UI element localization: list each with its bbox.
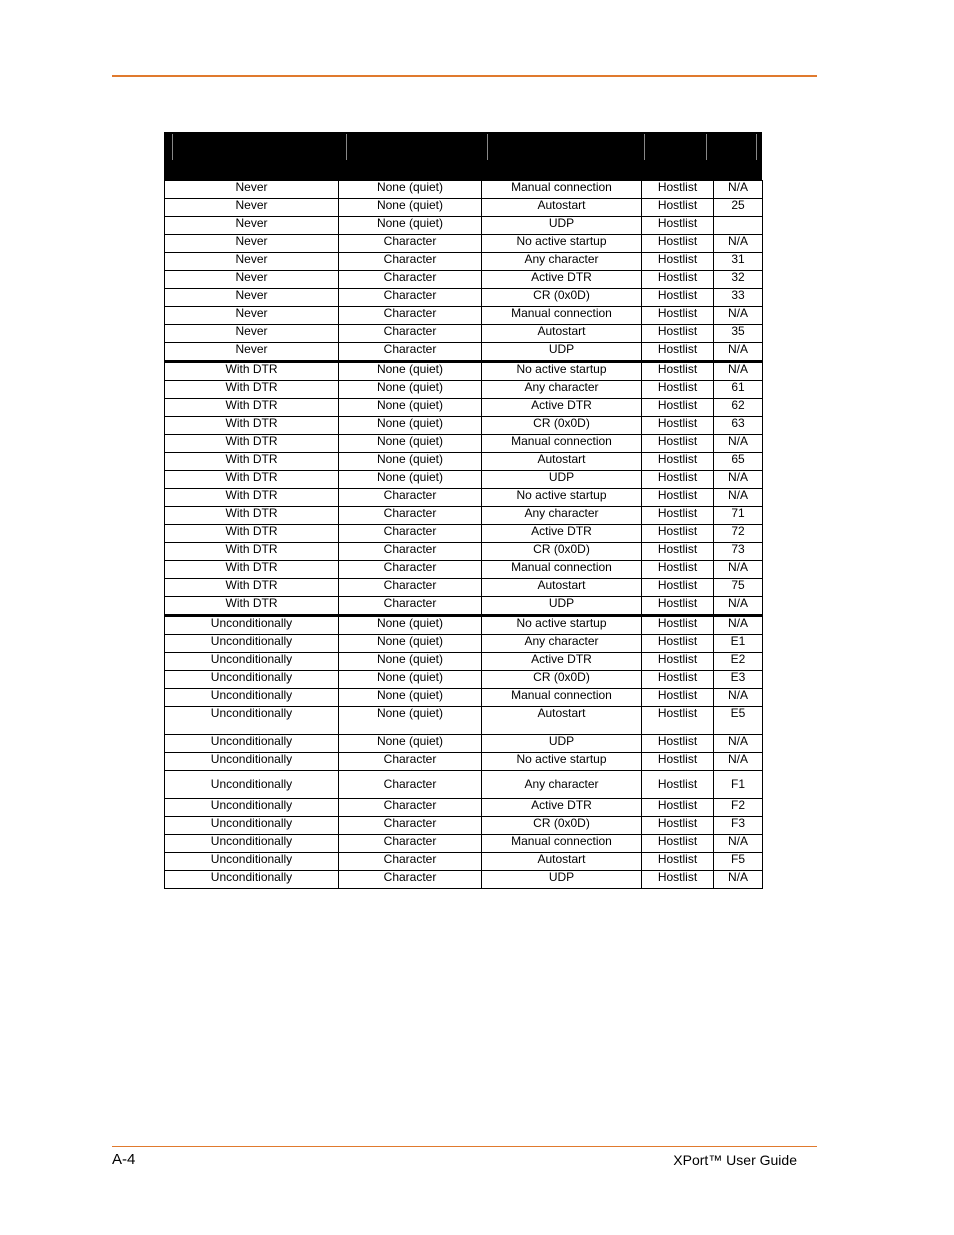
table-cell: Hostlist <box>642 707 714 735</box>
table-cell: Never <box>165 343 339 362</box>
table-row <box>165 616 763 635</box>
table-row <box>165 362 763 381</box>
table-cell: Character <box>339 853 482 871</box>
table-cell: Any character <box>482 771 642 799</box>
table-cell: Unconditionally <box>165 707 339 735</box>
table-cell: Character <box>339 561 482 579</box>
table-cell: Character <box>339 835 482 853</box>
table-row <box>165 525 763 543</box>
table-cell: Character <box>339 871 482 889</box>
table-cell: None (quiet) <box>339 435 482 453</box>
table-cell: F2 <box>714 799 763 817</box>
table-cell: Character <box>339 489 482 507</box>
table-cell: Character <box>339 253 482 271</box>
table-cell: Autostart <box>482 579 642 597</box>
header-divider <box>706 134 707 160</box>
table-cell: Hostlist <box>642 853 714 871</box>
table-cell: Active DTR <box>482 653 642 671</box>
table-cell: With DTR <box>165 543 339 561</box>
table-cell: Unconditionally <box>165 871 339 889</box>
header-divider <box>487 134 488 160</box>
table-cell: Character <box>339 543 482 561</box>
table-cell: Manual connection <box>482 181 642 199</box>
connect-mode-table <box>164 132 762 889</box>
table-cell: Hostlist <box>642 435 714 453</box>
table-cell: Hostlist <box>642 343 714 362</box>
table-cell: Hostlist <box>642 399 714 417</box>
table-row <box>165 199 763 217</box>
header-divider <box>172 134 173 160</box>
table-cell: Hostlist <box>642 817 714 835</box>
header-divider <box>756 134 757 160</box>
table-cell: Hostlist <box>642 835 714 853</box>
table-cell: With DTR <box>165 381 339 399</box>
table-cell: Character <box>339 597 482 616</box>
table-cell: Autostart <box>482 453 642 471</box>
table-cell: Never <box>165 325 339 343</box>
table-cell: Any character <box>482 635 642 653</box>
table-cell: With DTR <box>165 399 339 417</box>
table-cell: Never <box>165 289 339 307</box>
table-cell: No active startup <box>482 489 642 507</box>
table-cell: UDP <box>482 871 642 889</box>
table-cell: Manual connection <box>482 307 642 325</box>
table-cell: Character <box>339 753 482 771</box>
header-divider <box>644 134 645 160</box>
table-cell: Character <box>339 235 482 253</box>
table-cell: Unconditionally <box>165 817 339 835</box>
table-cell: 73 <box>714 543 763 561</box>
table-cell: Hostlist <box>642 289 714 307</box>
table-cell: E2 <box>714 653 763 671</box>
table-cell: Hostlist <box>642 362 714 381</box>
table-cell: Unconditionally <box>165 771 339 799</box>
table-cell: Any character <box>482 507 642 525</box>
table-cell: 75 <box>714 579 763 597</box>
table-row <box>165 871 763 889</box>
table-cell: N/A <box>714 471 763 489</box>
table-cell: Manual connection <box>482 689 642 707</box>
table-cell: Never <box>165 235 339 253</box>
table-cell: None (quiet) <box>339 653 482 671</box>
table-cell: N/A <box>714 835 763 853</box>
table-cell: Active DTR <box>482 799 642 817</box>
table-row <box>165 307 763 325</box>
table-cell: Unconditionally <box>165 689 339 707</box>
table-cell: Any character <box>482 253 642 271</box>
table-cell: Character <box>339 525 482 543</box>
table-cell: Active DTR <box>482 271 642 289</box>
table-row <box>165 799 763 817</box>
table-cell: N/A <box>714 735 763 753</box>
table-row <box>165 853 763 871</box>
table-cell: None (quiet) <box>339 707 482 735</box>
table-cell: F1 <box>714 771 763 799</box>
table-cell: N/A <box>714 435 763 453</box>
table-cell: 31 <box>714 253 763 271</box>
page-number: A-4 <box>112 1151 136 1168</box>
table-cell: Never <box>165 253 339 271</box>
table-cell: Unconditionally <box>165 799 339 817</box>
table-cell: None (quiet) <box>339 399 482 417</box>
table-cell: F5 <box>714 853 763 871</box>
table-cell: Autostart <box>482 199 642 217</box>
table-row <box>165 489 763 507</box>
table-row <box>165 579 763 597</box>
table-row <box>165 181 763 199</box>
table-cell: UDP <box>482 343 642 362</box>
table-cell: Hostlist <box>642 525 714 543</box>
table-cell: None (quiet) <box>339 689 482 707</box>
table-cell: CR (0x0D) <box>482 417 642 435</box>
table-cell: Unconditionally <box>165 635 339 653</box>
table-cell: With DTR <box>165 471 339 489</box>
table-row <box>165 417 763 435</box>
table-cell: E3 <box>714 671 763 689</box>
document-title: XPort™ User Guide <box>673 1152 797 1168</box>
table-cell: 63 <box>714 417 763 435</box>
table-cell: Any character <box>482 381 642 399</box>
table-cell: N/A <box>714 689 763 707</box>
table-cell: N/A <box>714 362 763 381</box>
table-cell: With DTR <box>165 417 339 435</box>
table-row <box>165 597 763 616</box>
table-cell: Unconditionally <box>165 753 339 771</box>
table-row <box>165 771 763 799</box>
table-cell: N/A <box>714 561 763 579</box>
table-cell: Unconditionally <box>165 671 339 689</box>
table-row <box>165 399 763 417</box>
table-cell: Character <box>339 771 482 799</box>
table-row <box>165 253 763 271</box>
table-cell: N/A <box>714 489 763 507</box>
table-cell: Hostlist <box>642 489 714 507</box>
table-cell: None (quiet) <box>339 217 482 235</box>
table-row <box>165 653 763 671</box>
table-cell: Autostart <box>482 707 642 735</box>
table-cell: N/A <box>714 343 763 362</box>
table-cell: With DTR <box>165 507 339 525</box>
table-row <box>165 435 763 453</box>
table-cell: CR (0x0D) <box>482 543 642 561</box>
table-cell: None (quiet) <box>339 471 482 489</box>
table-cell: Never <box>165 199 339 217</box>
table-cell: No active startup <box>482 235 642 253</box>
table-cell: Hostlist <box>642 381 714 399</box>
table-cell: Autostart <box>482 325 642 343</box>
table-cell: Hostlist <box>642 799 714 817</box>
table-cell: F3 <box>714 817 763 835</box>
table-cell: With DTR <box>165 453 339 471</box>
table-cell: None (quiet) <box>339 453 482 471</box>
table-row <box>165 671 763 689</box>
table-cell: N/A <box>714 597 763 616</box>
table-row <box>165 835 763 853</box>
table-cell: CR (0x0D) <box>482 289 642 307</box>
table-cell: Character <box>339 799 482 817</box>
table-row <box>165 381 763 399</box>
table-cell: UDP <box>482 735 642 753</box>
table-cell: Never <box>165 217 339 235</box>
table-cell: No active startup <box>482 616 642 635</box>
table-cell: With DTR <box>165 561 339 579</box>
table-cell: E1 <box>714 635 763 653</box>
table-cell: Never <box>165 307 339 325</box>
table-cell: Hostlist <box>642 307 714 325</box>
table-cell: 62 <box>714 399 763 417</box>
table-cell: 32 <box>714 271 763 289</box>
table-cell: Hostlist <box>642 253 714 271</box>
table-cell: Hostlist <box>642 671 714 689</box>
table-cell: Character <box>339 325 482 343</box>
table-cell: With DTR <box>165 525 339 543</box>
table-cell: None (quiet) <box>339 181 482 199</box>
table-row <box>165 689 763 707</box>
table-cell: Hostlist <box>642 325 714 343</box>
table-cell: Active DTR <box>482 399 642 417</box>
table-cell: Hostlist <box>642 616 714 635</box>
table-cell: None (quiet) <box>339 616 482 635</box>
table-cell: None (quiet) <box>339 635 482 653</box>
table-cell: None (quiet) <box>339 381 482 399</box>
table-cell: N/A <box>714 616 763 635</box>
table-cell: N/A <box>714 871 763 889</box>
table-cell: None (quiet) <box>339 362 482 381</box>
table-cell: N/A <box>714 235 763 253</box>
table-cell: No active startup <box>482 753 642 771</box>
table-row <box>165 635 763 653</box>
table-cell: UDP <box>482 597 642 616</box>
table-cell: Manual connection <box>482 561 642 579</box>
table-cell: 71 <box>714 507 763 525</box>
table-row <box>165 453 763 471</box>
table-cell: Active DTR <box>482 525 642 543</box>
table-cell: E5 <box>714 707 763 735</box>
table-cell: Character <box>339 579 482 597</box>
table-cell: 25 <box>714 199 763 217</box>
table-cell: Hostlist <box>642 561 714 579</box>
table-cell: Unconditionally <box>165 835 339 853</box>
footer-rule <box>112 1146 817 1147</box>
table-row <box>165 543 763 561</box>
table-cell: Hostlist <box>642 181 714 199</box>
table-cell: Character <box>339 507 482 525</box>
table-row <box>165 325 763 343</box>
table-cell: 35 <box>714 325 763 343</box>
table-row <box>165 289 763 307</box>
table-cell: Unconditionally <box>165 616 339 635</box>
table-row <box>165 271 763 289</box>
table-cell: Hostlist <box>642 235 714 253</box>
table-cell: None (quiet) <box>339 735 482 753</box>
table-cell: Hostlist <box>642 653 714 671</box>
table-cell: With DTR <box>165 579 339 597</box>
table-cell: Unconditionally <box>165 653 339 671</box>
table-cell: N/A <box>714 753 763 771</box>
table-cell: Character <box>339 307 482 325</box>
table-cell: Manual connection <box>482 835 642 853</box>
table-cell: With DTR <box>165 597 339 616</box>
table-row <box>165 707 763 735</box>
table-cell: Unconditionally <box>165 853 339 871</box>
table-cell: CR (0x0D) <box>482 817 642 835</box>
table-cell: Hostlist <box>642 217 714 235</box>
table-cell: N/A <box>714 181 763 199</box>
table-cell: Manual connection <box>482 435 642 453</box>
header-rule <box>112 75 817 77</box>
table-row <box>165 561 763 579</box>
table-cell: N/A <box>714 307 763 325</box>
table-cell: 61 <box>714 381 763 399</box>
table-body <box>164 180 763 889</box>
table-row <box>165 817 763 835</box>
table-cell: Hostlist <box>642 771 714 799</box>
table-row <box>165 235 763 253</box>
table-cell: None (quiet) <box>339 417 482 435</box>
table-row <box>165 471 763 489</box>
table-cell: None (quiet) <box>339 671 482 689</box>
table-cell: Hostlist <box>642 271 714 289</box>
table-cell: UDP <box>482 471 642 489</box>
table-cell: Hostlist <box>642 543 714 561</box>
table-row <box>165 753 763 771</box>
table-cell: Character <box>339 343 482 362</box>
table-cell: Hostlist <box>642 635 714 653</box>
table-row <box>165 343 763 362</box>
table-cell: Hostlist <box>642 597 714 616</box>
table-cell: Hostlist <box>642 417 714 435</box>
table-cell: None (quiet) <box>339 199 482 217</box>
table-cell: CR (0x0D) <box>482 671 642 689</box>
header-divider <box>346 134 347 160</box>
table-cell: With DTR <box>165 489 339 507</box>
table-cell: 72 <box>714 525 763 543</box>
table-cell: 65 <box>714 453 763 471</box>
table-cell: Character <box>339 271 482 289</box>
table-cell: Hostlist <box>642 689 714 707</box>
table-cell: Hostlist <box>642 471 714 489</box>
table-cell: No active startup <box>482 362 642 381</box>
table-cell: Autostart <box>482 853 642 871</box>
table-cell: Hostlist <box>642 735 714 753</box>
table-header <box>164 132 762 180</box>
table-cell: Unconditionally <box>165 735 339 753</box>
table-row <box>165 217 763 235</box>
table-cell: Hostlist <box>642 579 714 597</box>
table-row <box>165 735 763 753</box>
table-cell: Character <box>339 289 482 307</box>
table-cell: Character <box>339 817 482 835</box>
table-cell: Never <box>165 181 339 199</box>
table-cell: Hostlist <box>642 507 714 525</box>
table-cell: Hostlist <box>642 753 714 771</box>
table-cell <box>714 217 763 235</box>
table-cell: Hostlist <box>642 453 714 471</box>
table-cell: With DTR <box>165 435 339 453</box>
table-cell: 33 <box>714 289 763 307</box>
table-cell: Hostlist <box>642 199 714 217</box>
table-cell: With DTR <box>165 362 339 381</box>
table-cell: Hostlist <box>642 871 714 889</box>
table-cell: UDP <box>482 217 642 235</box>
table-row <box>165 507 763 525</box>
table-cell: Never <box>165 271 339 289</box>
